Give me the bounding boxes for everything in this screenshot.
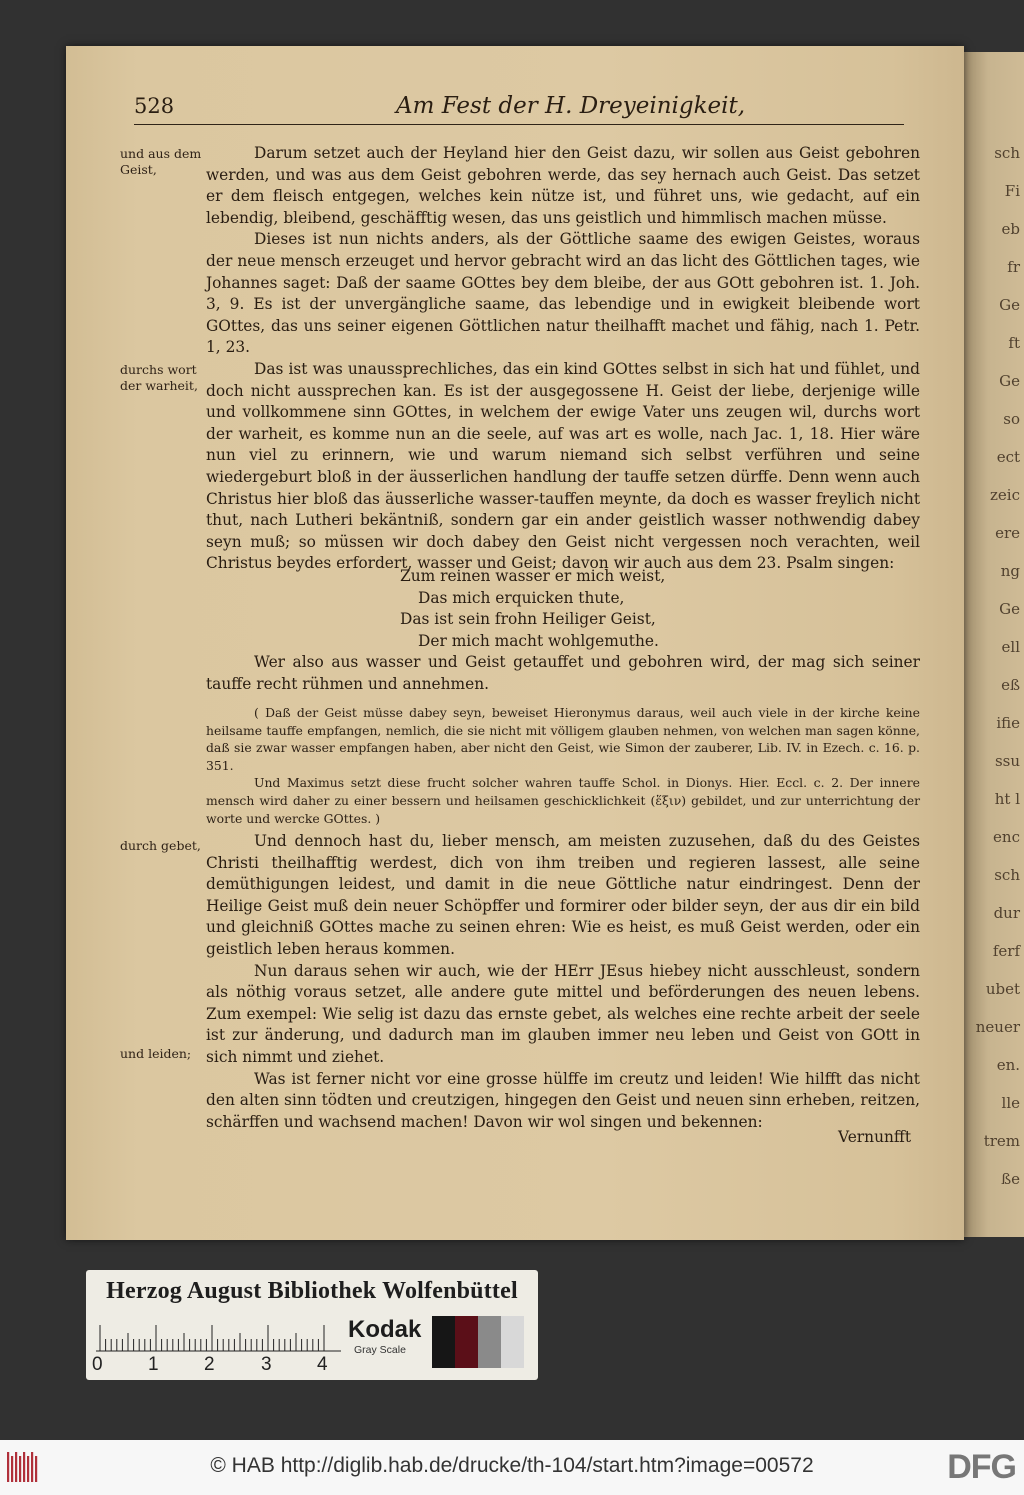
catchword: Vernunfft	[838, 1128, 912, 1146]
next-page-fragment: ect	[996, 448, 1020, 466]
next-page-fragment: ssu	[994, 752, 1020, 770]
next-page-fragment: Ge	[999, 600, 1020, 618]
footer-copyright: © HAB http://diglib.hab.de/drucke/th-104/start.htm?image=00572	[210, 1454, 814, 1477]
kodak-logo: Kodak	[348, 1316, 422, 1343]
gray-swatch	[478, 1316, 501, 1368]
next-page-fragment: dur	[993, 904, 1020, 922]
next-page-fragment: sch	[994, 866, 1020, 884]
next-page-fragment: ße	[1001, 1170, 1020, 1188]
ruler-number: 1	[148, 1354, 159, 1375]
margin-note: und leiden;	[120, 1046, 192, 1061]
next-page-fragment: eb	[1001, 220, 1020, 238]
note-paragraph: Und Maximus setzt diese frucht solcher wahren tauffe Schol. in Dionys. Hier. Eccl. c. 2. Der innere mensch wird daher zu einer bessern und heilsamen geschicklichkeit (ἕξιν) gebildet, und zur unterrichtung der worte und wercke GOttes. )	[206, 775, 920, 826]
next-page-fragment: en.	[996, 1056, 1020, 1074]
ruler-scale	[96, 1322, 341, 1352]
next-page-fragment: eß	[1001, 676, 1020, 694]
library-name: Herzog August Bibliothek Wolfenbüttel	[106, 1278, 518, 1304]
next-page-fragment: neuer	[975, 1018, 1020, 1036]
next-page-fragment: ng	[1000, 562, 1020, 580]
footer-bar	[0, 1440, 1024, 1495]
gray-scale-label: Gray Scale	[354, 1344, 406, 1356]
next-page-fragment: Ge	[999, 296, 1020, 314]
ruler-number: 2	[204, 1354, 215, 1375]
ruler-number: 4	[317, 1354, 328, 1375]
gray-swatches	[432, 1316, 524, 1368]
ruler-number: 3	[261, 1354, 272, 1375]
margin-note: durch gebet,	[120, 838, 201, 853]
scholarly-note	[206, 704, 920, 827]
body-text-after-verse	[206, 652, 920, 695]
dfg-logo: DFG	[947, 1448, 1016, 1486]
gray-swatch	[501, 1316, 524, 1368]
next-page-fragment: sch	[994, 144, 1020, 162]
next-page-fragment: ifie	[996, 714, 1020, 732]
body-text-section-2	[206, 831, 920, 1133]
paragraph: Dieses ist nun nichts anders, als der Göttliche saame des ewigen Geistes, woraus der neue mensch erzeuget und hervor gebracht wird an das licht des Göttlichen tages, wie Johannes saget: Daß der saame GOttes bey dem bleibe, der aus GOtt gebohren ist. 1. Joh. 3, 9. Es ist der unvergängliche saame, das lebendige und in ewigkeit bleibende wort GOttes, das uns seiner eigenen Göttlichen natur theilhafft machet und fähig, nach 1. Petr. 1, 23.	[206, 230, 920, 357]
verse-line: Zum reinen wasser er mich weist,	[400, 567, 666, 585]
gray-swatch	[455, 1316, 478, 1368]
paragraph: Wer also aus wasser und Geist getauffet und gebohren wird, der mag sich seiner tauffe recht rühmen und annehmen.	[206, 653, 920, 693]
verse-line: Der mich macht wohlgemuthe.	[418, 631, 659, 650]
ruler-number: 0	[92, 1354, 103, 1375]
next-page-fragment: ft	[1008, 334, 1020, 352]
verse-line: Das ist sein frohn Heiliger Geist,	[400, 610, 656, 629]
next-page-fragment: ere	[995, 524, 1020, 542]
next-page-fragment: zeic	[990, 486, 1020, 504]
paragraph: Darum setzet auch der Heyland hier den Geist dazu, wir sollen aus Geist gebohren werden, und was aus dem Geist gebohren werde, das sey hernach auch Geist. Das setzet er dem fleisch entgegen, welches kein nütze ist, und führet uns, wie gedacht, auf ein lebendig, bleibend, geschäfftig wesen, das uns geistlich und himmlisch machen müsse.	[206, 144, 920, 227]
margin-note: und aus dem Geist,	[120, 146, 202, 177]
body-text-section-1	[206, 143, 920, 575]
color-scale-card	[86, 1270, 538, 1380]
next-page-fragment: Fi	[1004, 182, 1020, 200]
next-page-fragment: lle	[1001, 1094, 1020, 1112]
running-head	[134, 94, 904, 125]
next-page-fragment: ferf	[992, 942, 1020, 960]
next-page-fragment: fr	[1007, 258, 1020, 276]
next-page-fragment: enc	[993, 828, 1020, 846]
next-page-fragment: ell	[1001, 638, 1020, 656]
next-page-fragment: ubet	[985, 980, 1020, 998]
running-head-title: Am Fest der H. Dreyeinigkeit,	[396, 93, 746, 119]
note-paragraph: ( Daß der Geist müsse dabey seyn, beweiset Hieronymus daraus, weil auch viele in der kirche keine heilsame tauffe empfangen, nemlich, die sie nicht mit völligem glauben nehmen, von welchen man sagen könne, daß sie zwar wasser empfangen haben, aber nicht den Geist, wie Simon der zauberer, Lib. IV. in Ezech. c. 16. p. 351.	[206, 705, 920, 773]
next-page-fragment: so	[1003, 410, 1020, 428]
paragraph: Und dennoch hast du, lieber mensch, am meisten zuzusehen, daß du des Geistes Christi theilhafftig werdest, dich von ihm treiben und regieren lassest, alle seine demüthigungen leidest, und damit in die neue Göttliche natur eindringest. Denn der Heilige Geist muß dein neuer Schöpffer und formirer oder bilder seyn, der aus dir ein bild und gleichniß GOttes mache zu seinen ehren: Wie es heist, es muß Geist werden, oder ein geistlich leben heraus kommen.	[206, 832, 920, 958]
gray-swatch	[432, 1316, 455, 1368]
next-page-fragment: Ge	[999, 372, 1020, 390]
next-page-fragment: trem	[983, 1132, 1020, 1150]
next-page-fragment: ht l	[994, 790, 1020, 808]
page-number: 528	[134, 94, 175, 118]
verse-line: Das mich erquicken thute,	[418, 588, 625, 607]
paragraph: Was ist ferner nicht vor eine grosse hülffe im creutz und leiden! Wie hilfft das nicht den alten sinn tödten und creutzigen, hingegen den Geist und neuen sinn erheben, reitzen, schärffen und wachsend machen! Davon wir wol singen und bekennen:	[206, 1069, 920, 1131]
paragraph: Das ist was unaussprechliches, das ein kind GOttes selbst in sich hat und fühlet, und doch nicht aussprechen kan. Es ist der ausgegossene H. Geist der liebe, derjenige wille und vollkommene sinn GOttes, in welchem der ewige Vater uns zeugen wil, durchs wort der warheit, es komme nun an die seele, auf was art es wolle, nach Jac. 1, 18. Hier wäre nun viel zu erinnern, wie und warum niemand sich selbst verführen und seine wiedergeburt bloß in der äusserlichen handlung der tauffe setzen dürffe. Denn wenn auch Christus hier bloß das äusserliche wasser-tauffen meynte, da doch es wasser freylich nicht thut, nach Lutheri bekäntniß, sondern gar ein ander geistlich wasser nothwendig dabey seyn muß; so müssen wir doch dabey den Geist nicht vergessen noch verachten, weil Christus beydes erfordert, wasser und Geist; davon wir auch aus dem 23. Psalm singen:	[206, 359, 920, 573]
hymn-verse	[206, 566, 920, 652]
margin-note: durchs wort der warheit,	[120, 362, 198, 393]
paragraph: Nun daraus sehen wir auch, wie der HErr JEsus hiebey nicht ausschleust, sondern als nöthig voraus setzet, alle andere gute mittel und beförderungen des neuen lebens. Zum exempel: Wie selig ist dazu das ernste gebet, als welches eine rechte arbeit der seele ist zur änderung, und dadurch man im glauben immer neu leben und Geist von GOtt in sich nimmt und ziehet.	[206, 961, 920, 1066]
